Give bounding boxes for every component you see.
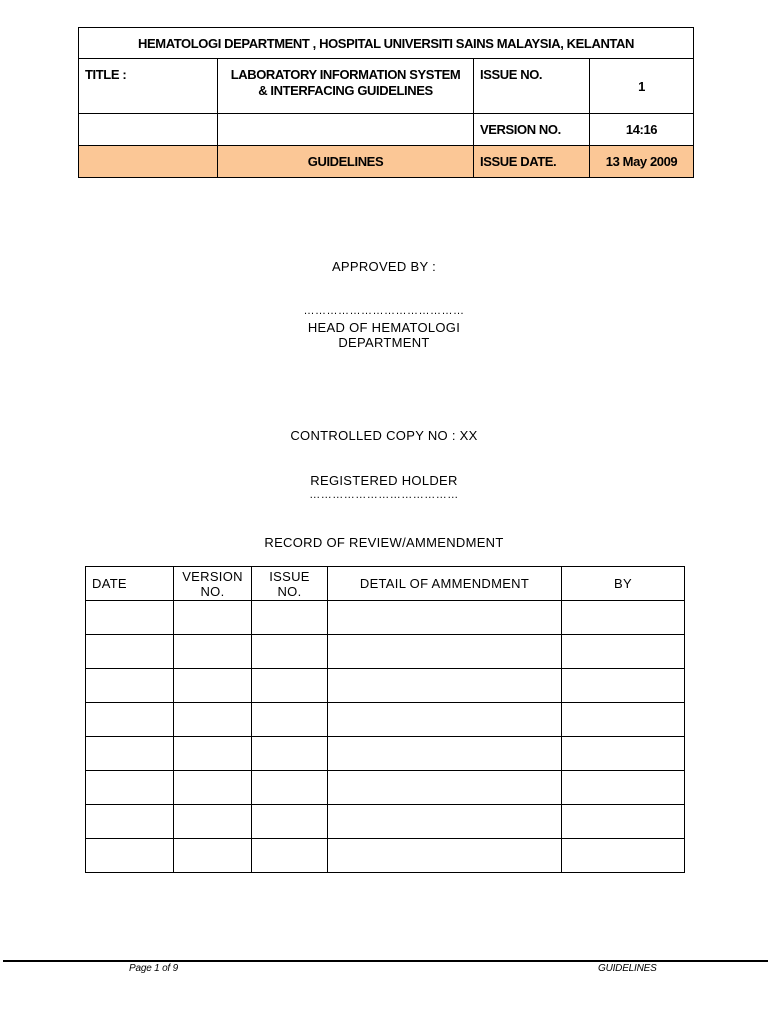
date-cell [86,703,174,737]
issue-cell [252,635,328,669]
issue-no-value: 1 [590,59,694,114]
detail-cell [328,703,562,737]
by-cell [562,737,685,771]
detail-cell [328,635,562,669]
review-table-header [86,567,685,601]
issue-date-label: ISSUE DATE. [474,146,590,178]
issue-cell [252,703,328,737]
issue-cell [252,805,328,839]
detail-cell [328,669,562,703]
issue-cell [252,669,328,703]
document-header-table [78,27,694,178]
by-cell [562,703,685,737]
table-row [86,601,685,635]
table-row [86,771,685,805]
empty-cell [218,114,474,146]
document-title-line2: & INTERFACING GUIDELINES [258,83,433,98]
detail-cell [328,839,562,873]
date-cell [86,635,174,669]
table-row [86,703,685,737]
registered-holder-label: REGISTERED HOLDER [310,473,458,488]
version-cell [174,703,252,737]
column-header-version-line1: VERSION [182,568,243,584]
detail-cell [328,737,562,771]
by-cell [562,805,685,839]
detail-cell [328,771,562,805]
version-no-label: VERSION NO. [474,114,590,146]
guidelines-label: GUIDELINES [218,146,474,178]
table-row [86,635,685,669]
signatory-title-line1: HEAD OF HEMATOLOGI [307,320,461,335]
version-cell [174,601,252,635]
column-header-version-line2: NO. [200,583,225,599]
date-cell [86,839,174,873]
footer-doc-type: GUIDELINES [598,963,657,974]
column-header-by: BY [562,567,685,601]
date-cell [86,669,174,703]
date-cell [86,771,174,805]
by-cell [562,771,685,805]
issue-cell [252,737,328,771]
date-cell [86,737,174,771]
footer-divider [3,960,768,962]
title-label: TITLE : [79,59,218,114]
date-cell [86,805,174,839]
document-title-line1: LABORATORY INFORMATION SYSTEM [230,67,461,82]
detail-cell [328,601,562,635]
document-title [218,59,474,114]
issue-cell [252,839,328,873]
signature-line: …………………………………… [303,305,465,317]
date-cell [86,601,174,635]
institution-title: HEMATOLOGI DEPARTMENT , HOSPITAL UNIVERSITI SAINS MALAYSIA, KELANTAN [79,28,694,59]
holder-signature-line: ………………………………… [309,489,459,501]
version-no-value: 14:16 [590,114,694,146]
version-cell [174,805,252,839]
issue-cell [252,601,328,635]
by-cell [562,601,685,635]
by-cell [562,839,685,873]
controlled-copy-label: CONTROLLED COPY NO : XX [290,428,478,443]
column-header-detail: DETAIL OF AMMENDMENT [328,567,562,601]
detail-cell [328,805,562,839]
table-row [86,669,685,703]
review-amendment-table [85,566,685,873]
approved-by-label: APPROVED BY : [331,259,437,274]
version-cell [174,737,252,771]
version-cell [174,669,252,703]
page-number: Page 1 of 9 [129,963,178,974]
version-cell [174,635,252,669]
signatory-title-line2: DEPARTMENT [338,335,430,350]
by-cell [562,669,685,703]
version-cell [174,771,252,805]
column-header-issue-line2: NO. [277,583,302,599]
table-row [86,839,685,873]
issue-cell [252,771,328,805]
issue-date-value: 13 May 2009 [590,146,694,178]
issue-no-label: ISSUE NO. [474,59,590,114]
review-record-title: RECORD OF REVIEW/AMMENDMENT [264,535,504,550]
empty-cell [79,114,218,146]
version-cell [174,839,252,873]
column-header-issue-line1: ISSUE [269,568,310,584]
column-header-issue [252,567,328,601]
column-header-version [174,567,252,601]
table-row [86,805,685,839]
column-header-date: DATE [86,567,174,601]
empty-cell [79,146,218,178]
by-cell [562,635,685,669]
table-row [86,737,685,771]
